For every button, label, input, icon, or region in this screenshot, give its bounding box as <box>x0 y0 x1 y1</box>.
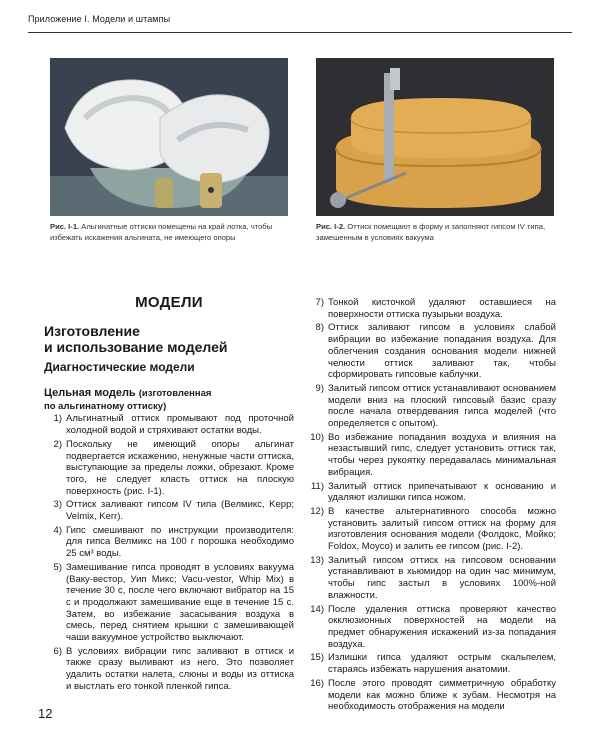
figure-1-photo <box>50 58 288 216</box>
figure-2-photo <box>316 58 554 216</box>
header-rule <box>28 32 572 33</box>
list-item: 2) Поскольку не имеющий опоры альгинат подвергается искажению, ненужные части оттиска, выступающие за пределы ложки, обрезают. Кроме того, не следует класть оттиск на плоскую поверхность (рис. I-1). <box>53 438 294 497</box>
left-step-list <box>44 413 294 692</box>
figure-2-text: Оттиск помещают в форму и заполняют гипсом IV типа, замешенным в условиях вакуума <box>316 222 546 242</box>
list-item: 16) После этого проводят симметричную обработку модели как можно ближе к зубам. Несмотря на необходимость отображения на модели <box>310 677 556 713</box>
figure-1-label: Рис. I-1. <box>50 222 80 231</box>
figure-1-caption <box>50 222 290 243</box>
list-item: 8) Оттиск заливают гипсом в условиях слабой вибрации во избежание попадания воздуха. Для облегчения создания основания модели нижней челюсти оттиск заливают так, чтобы сформировать гипсовые каблучки. <box>315 322 556 381</box>
item-heading-line1: Цельная модель <box>44 387 136 400</box>
item-heading-paren: (изготовленная <box>138 388 212 400</box>
list-item: 11) Залитый оттиск припечатывают к основанию и удаляют излишки гипса ножом. <box>310 480 556 504</box>
item-heading <box>44 387 294 413</box>
list-item: 3) Оттиск заливают гипсом IV типа (Велмикс, Kepp; Velmix, Kerr). <box>53 499 294 523</box>
section-title: МОДЕЛИ <box>135 294 203 311</box>
list-item: 4) Гипс смешивают по инструкции производителя: для гипса Велмикс на 100 г порошка необходимо 25 см³ воды. <box>53 524 294 560</box>
subsubsection-title: Диагностические модели <box>44 359 195 374</box>
figure-2-caption <box>316 222 556 243</box>
list-item: 13) Залитый гипсом оттиск на гипсовом основании устанавливают в хьюмидор на один час минимум, чтобы гипс застыл в условиях 100%-ной влажности. <box>310 554 556 601</box>
list-item: 1) Альгинатный оттиск промывают под проточной холодной водой и стряхивают остатки воды. <box>53 413 294 437</box>
right-column <box>306 297 556 715</box>
left-column <box>44 294 294 695</box>
list-item: 10) Во избежание попадания воздуха и влияния на незастывший гипс, следует установить оттиск так, чтобы через рукоятку передавалась минимальная вибрация. <box>310 431 556 478</box>
item-heading-line2: по альгинатному оттиску) <box>44 400 167 412</box>
list-item: 12) В качестве альтернативного способа можно установить залитый гипсом оттиск на форму для изготовления основания модели (Фолдокс, Мойко; Foldox, Moyco) и залить ее гипсом (рис. I-2). <box>310 505 556 553</box>
list-item: 7) Тонкой кисточкой удаляют оставшиеся на поверхности оттиска пузырьки воздуха. <box>315 297 556 320</box>
list-item: 5) Замешивание гипса проводят в условиях вакуума (Ваку-вестор, Уип Микс; Vacu-vestor, Whip Mix) в течение 30 с, после чего включают вибратор на 15 с и продолжают замешивание еще в течение 15 с. Затем, во избежание засасывания воздуха в смесь, перед снятием крышки с замешивающей чаши вакуумное устройство выключают. <box>53 561 294 644</box>
subsection-title-line1: Изготовление <box>44 322 140 339</box>
figure-2-label: Рис. I-2. <box>316 222 346 231</box>
list-item: 15) Излишки гипса удаляют острым скальпелем, стараясь избежать нарушения анатомии. <box>310 652 556 676</box>
list-item: 9) Залитый гипсом оттиск устанавливают основанием модели вниз на плоский гипсовый базис сразу после начала отвердевания гипса моделей (что определяется с опытом). <box>315 382 556 430</box>
list-item: 14) После удаления оттиска проверяют качество окклюзионных поверхностей на модели на предмет обнаружения искажений из-за попадания воздуха. <box>310 603 556 650</box>
running-head: Приложение I. Модели и штампы <box>28 14 171 24</box>
page-number: 12 <box>38 706 53 721</box>
figure-1-text: Альгинатные оттиски помещены на край лотка, чтобы избежать искажения альгината, не имеющего опоры <box>50 222 273 242</box>
subsection-title <box>44 323 294 355</box>
subsection-title-line2: и использование моделей <box>44 338 228 355</box>
list-item: 6) В условиях вибрации гипс заливают в оттиск и также сразу выливают из него. Это позволяет удалить остатки налета, слюны и воды из оттиска и выстлать его тонкой пленкой гипса. <box>53 645 294 692</box>
right-step-list <box>306 297 556 713</box>
